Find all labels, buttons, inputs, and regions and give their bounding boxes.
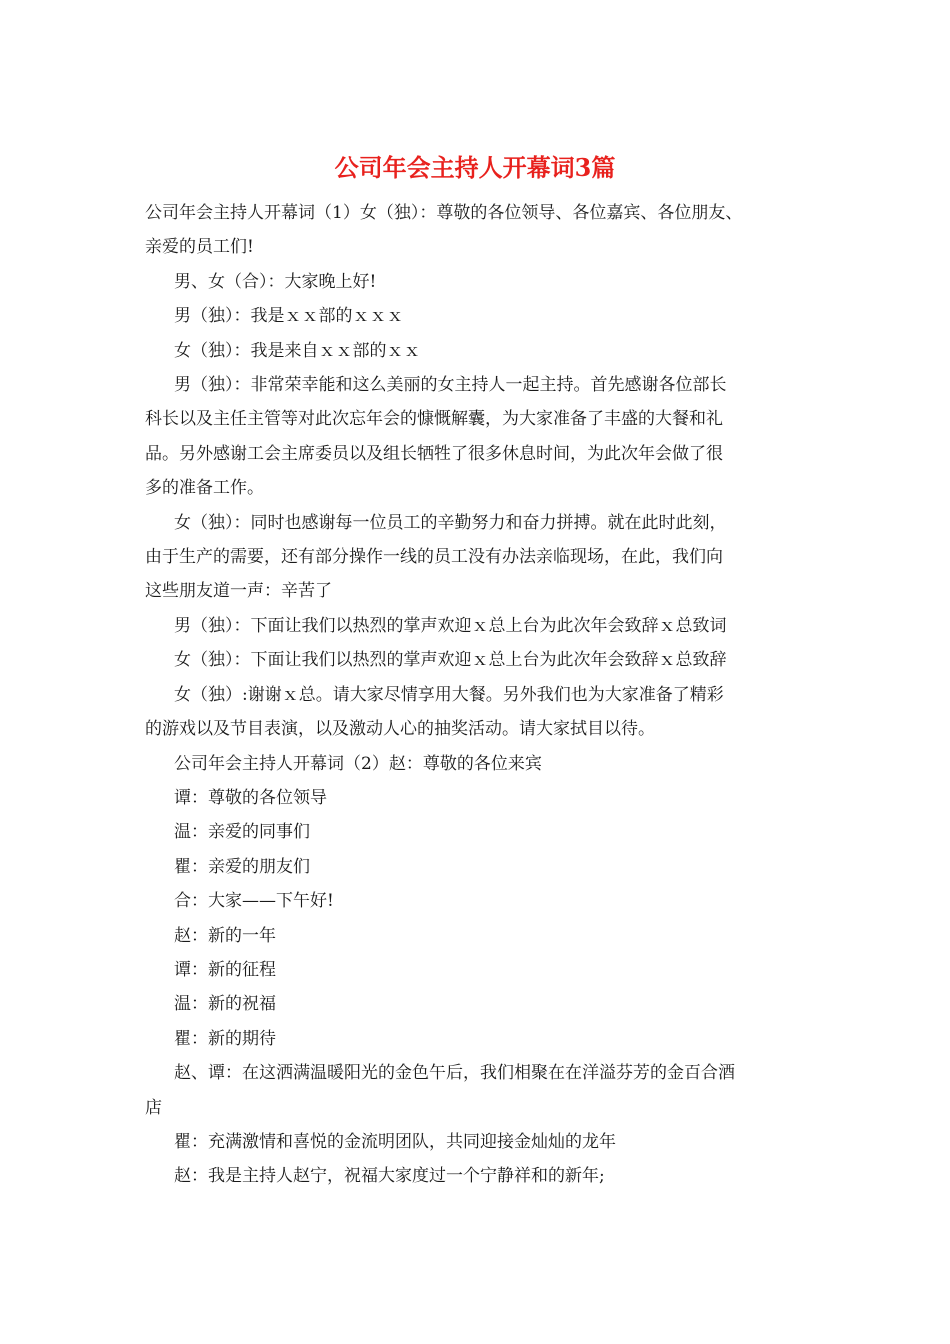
paragraph-line: 科长以及主任主管等对此次忘年会的慷慨解囊，为大家准备了丰盛的大餐和礼: [145, 409, 723, 430]
paragraph-line: 店: [145, 1097, 162, 1118]
paragraph-line: 男（独）：我是ｘｘ部的ｘｘｘ: [174, 306, 404, 327]
paragraph-line: 女（独）：同时也感谢每一位员工的辛勤努力和奋力拼搏。就在此时此刻，: [174, 512, 727, 533]
paragraph-line: 赵：我是主持人赵宁，祝福大家度过一个宁静祥和的新年;: [174, 1166, 605, 1187]
paragraph-line: 女（独）：我是来自ｘｘ部的ｘｘ: [174, 340, 421, 361]
paragraph-line: 瞿：亲爱的朋友们: [174, 856, 310, 877]
paragraph-line: 男、女（合）：大家晚上好!: [174, 271, 377, 292]
paragraph-line: 亲爱的员工们!: [145, 237, 254, 258]
paragraph-line: 品。另外感谢工会主席委员以及组长牺牲了很多休息时间，为此次年会做了很: [145, 443, 723, 464]
document-body: [145, 196, 825, 1194]
paragraph-line: 公司年会主持人开幕词（1）女（独）：尊敬的各位领导、各位嘉宾、各位朋友、: [145, 203, 743, 223]
paragraph-line: 这些朋友道一声：辛苦了: [145, 581, 332, 602]
paragraph-line: 谭：新的征程: [174, 959, 276, 980]
paragraph-line: 赵、谭：在这洒满温暖阳光的金色午后，我们相聚在在洋溢芬芳的金百合酒: [174, 1063, 735, 1084]
paragraph-line: 温：新的祝福: [174, 994, 276, 1015]
paragraph-line: 男（独）：下面让我们以热烈的掌声欢迎ｘ总上台为此次年会致辞ｘ总致词: [174, 615, 727, 636]
paragraph-line: 公司年会主持人开幕词（2）赵：尊敬的各位来宾: [174, 753, 542, 774]
paragraph-line: 女（独）:谢谢ｘ总。请大家尽情享用大餐。另外我们也为大家准备了精彩: [174, 684, 724, 705]
paragraph-line: 的游戏以及节目表演，以及激动人心的抽奖活动。请大家拭目以待。: [145, 719, 655, 740]
document-title: 公司年会主持人开幕词3篇: [334, 153, 616, 182]
paragraph-line: 女（独）：下面让我们以热烈的掌声欢迎ｘ总上台为此次年会致辞ｘ总致辞: [174, 650, 727, 671]
paragraph-line: 谭：尊敬的各位领导: [174, 787, 327, 808]
paragraph-line: 合：大家——下午好!: [174, 891, 334, 912]
paragraph-line: 瞿：充满激情和喜悦的金流明团队，共同迎接金灿灿的龙年: [174, 1131, 616, 1152]
paragraph-line: 男（独）：非常荣幸能和这么美丽的女主持人一起主持。首先感谢各位部长: [174, 375, 727, 396]
paragraph-line: 赵：新的一年: [174, 925, 276, 946]
paragraph-line: 多的准备工作。: [145, 478, 264, 499]
paragraph-line: 瞿：新的期待: [174, 1028, 276, 1049]
paragraph-line: 由于生产的需要，还有部分操作一线的员工没有办法亲临现场，在此，我们向: [145, 547, 723, 568]
paragraph-line: 温：亲爱的同事们: [174, 822, 310, 843]
